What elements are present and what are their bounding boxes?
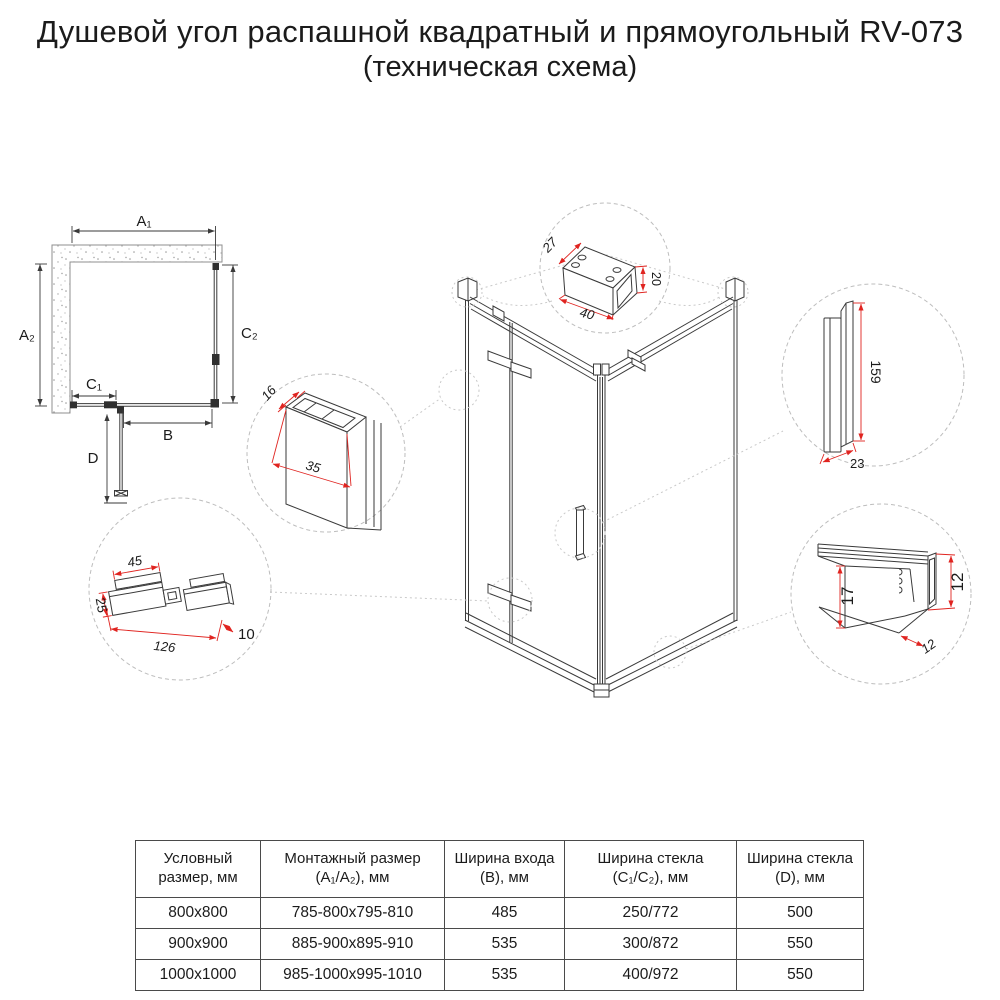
- iso-corner-post: [594, 364, 610, 687]
- iso-view: [439, 254, 748, 697]
- detail-hinge: [86, 498, 271, 680]
- hinge-dim-length: 126: [152, 637, 177, 656]
- bracket-dim-depth: 27: [539, 234, 561, 256]
- detail-handle: [782, 284, 964, 471]
- cell-mounting: 885-900x895-910: [261, 929, 445, 960]
- rail-dim-depth: 12: [918, 636, 939, 657]
- handle-dim-depth: 23: [850, 456, 865, 471]
- plan-bottom-glass: [70, 401, 211, 413]
- plan-dim-a1: A₁: [136, 213, 152, 230]
- col-header-glass-width-c: Ширина стекла (C₁/C₂), мм: [565, 841, 737, 898]
- cell-nominal: 800x800: [136, 898, 261, 929]
- col-header-mounting-size: Монтажный размер (A₁/A₂), мм: [261, 841, 445, 898]
- wallprofile-dim-depth: 16: [258, 382, 280, 404]
- table-row: [136, 898, 864, 929]
- iso-left-profile: [458, 278, 477, 621]
- region-wall-profile: [439, 370, 479, 410]
- wallprofile-dim-width: 35: [304, 457, 323, 476]
- plan-dim-b: B: [162, 427, 174, 444]
- iso-right-profile: [726, 278, 744, 621]
- iso-door-handle: [576, 506, 586, 561]
- cell-entry: 535: [445, 960, 565, 991]
- col-header-glass-width-d: Ширина стекла (D), мм: [737, 841, 864, 898]
- iso-bottom-hinge: [488, 584, 512, 602]
- plan-walls: [52, 245, 222, 413]
- col-header-nominal-size: Условный размер, мм: [136, 841, 261, 898]
- cell-glass-d: 550: [737, 929, 864, 960]
- hinge-dim-thickness: 10: [238, 626, 255, 643]
- cell-glass-c: 250/772: [565, 898, 737, 929]
- col-header-entry-width: Ширина входа (B), мм: [445, 841, 565, 898]
- bracket-dim-length: 40: [578, 304, 596, 323]
- plan-right-glass: [211, 263, 220, 408]
- cell-glass-c: 400/972: [565, 960, 737, 991]
- detail-wall-profile: [247, 374, 405, 532]
- callout-leaders: [270, 296, 791, 649]
- plan-dim-a2: A₂: [19, 327, 35, 344]
- size-table: [135, 840, 865, 991]
- rail-dim-inner-height: 17: [838, 586, 857, 606]
- detail-bottom-rail: [791, 504, 971, 684]
- title-line1: Душевой угол распашной квадратный и прямоугольный RV-073: [36, 14, 964, 49]
- hinge-dim-side: 25: [92, 596, 110, 614]
- cell-mounting: 785-800x795-810: [261, 898, 445, 929]
- table-header-row: [136, 841, 864, 898]
- rail-dim-outer-height: 12: [948, 572, 967, 592]
- cell-glass-c: 300/872: [565, 929, 737, 960]
- table-row: [136, 929, 864, 960]
- cell-glass-d: 550: [737, 960, 864, 991]
- bracket-dim-height: 20: [649, 272, 663, 286]
- cell-glass-d: 500: [737, 898, 864, 929]
- iso-top-hinge: [488, 351, 512, 369]
- hinge-dim-top: 45: [126, 552, 144, 570]
- cell-mounting: 985-1000x995-1010: [261, 960, 445, 991]
- plan-dim-c1: C₁: [86, 376, 102, 393]
- title-line2: (техническая схема): [362, 51, 638, 83]
- iso-door: [488, 322, 586, 643]
- plan-dim-c2: C₂: [241, 325, 258, 342]
- plan-dim-d: D: [87, 450, 99, 467]
- cell-nominal: 900x900: [136, 929, 261, 960]
- cell-entry: 535: [445, 929, 565, 960]
- plan-view: [19, 213, 258, 503]
- iso-bottom-rails: [465, 613, 737, 697]
- handle-dim-height: 159: [868, 360, 884, 384]
- cell-nominal: 1000x1000: [136, 960, 261, 991]
- table-row: [136, 960, 864, 991]
- cell-entry: 485: [445, 898, 565, 929]
